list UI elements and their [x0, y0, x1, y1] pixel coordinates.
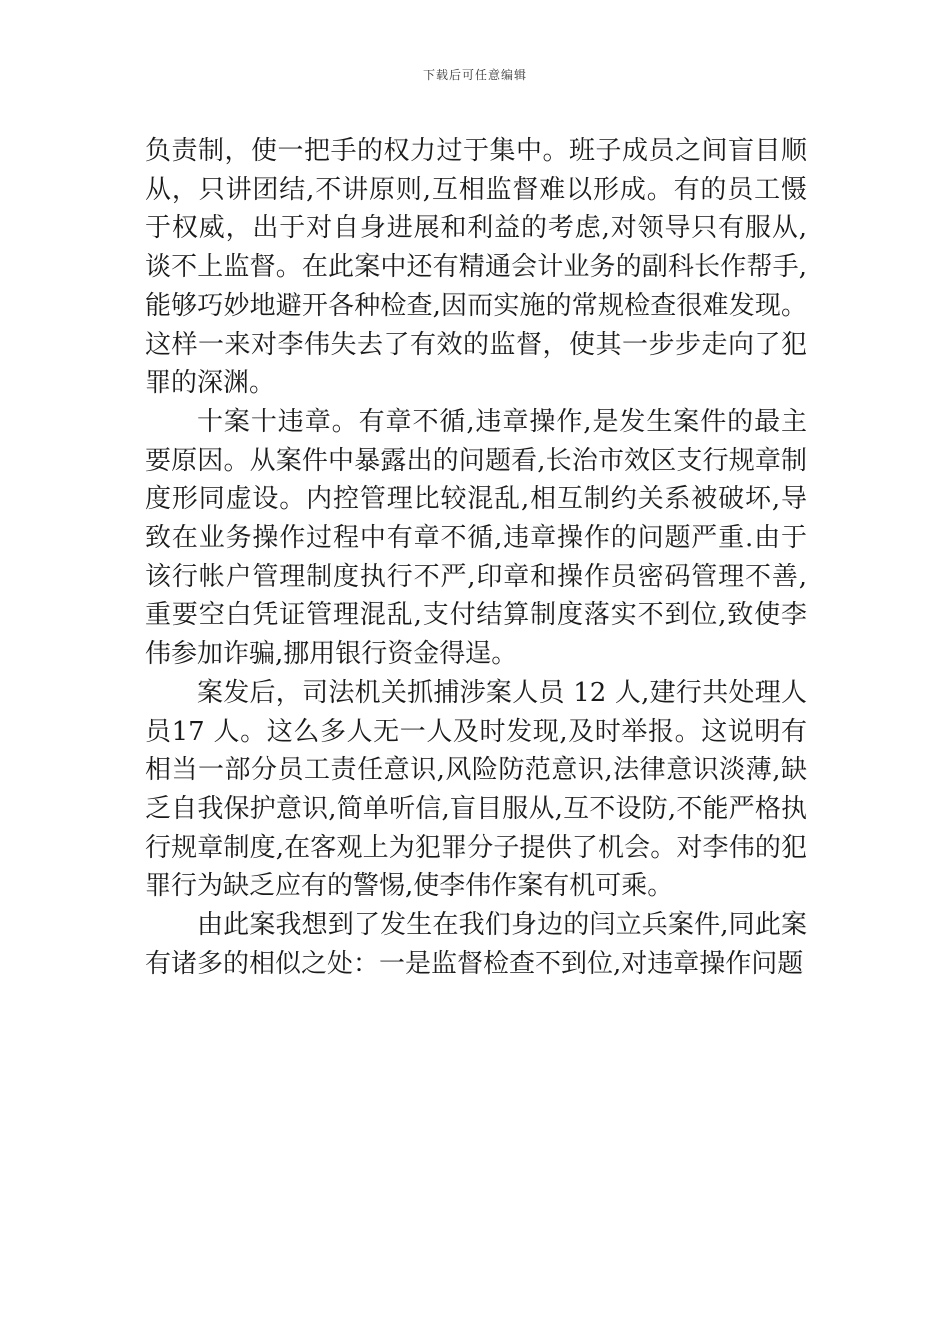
- document-body: [145, 132, 807, 983]
- paragraph-continuation: 负责制，使一把手的权力过于集中。班子成员之间盲目顺从，只讲团结,不讲原则,互相监督难以形成。有的员工慑于权威，出于对自身进展和利益的考虑,对领导只有服从,谈不上监督。在此案中还有精通会计业务的副科长作帮手,能够巧妙地避开各种检查,因而实施的常规检查很难发现。这样一来对李伟失去了有效的监督，使其一步步走向了犯罪的深渊。: [145, 136, 807, 399]
- paragraph-violation-causes: 十案十违章。有章不循,违章操作,是发生案件的最主要原因。从案件中暴露出的问题看,长治市效区支行规章制度形同虚设。内控管理比较混乱,相互制约关系被破坏,导致在业务操作过程中有章不循,违章操作的问题严重.由于该行帐户管理制度执行不严,印章和操作员密码管理不善,重要空白凭证管理混乱,支付结算制度落实不到位,致使李伟参加诈骗,挪用银行资金得逞。: [145, 406, 807, 670]
- paragraph-reflection: 由此案我想到了发生在我们身边的闫立兵案件,同此案有诸多的相似之处：一是监督检查不到位,对违章操作问题: [145, 910, 807, 979]
- paragraph-after-incident: 案发后，司法机关抓捕涉案人员 12 人,建行共处理人员17 人。这么多人无一人及时发现,及时举报。这说明有相当一部分员工责任意识,风险防范意识,法律意识淡薄,缺乏自我保护意识,简单听信,盲目服从,互不设防,不能严格执行规章制度,在客观上为犯罪分子提供了机会。对李伟的犯罪行为缺乏应有的警惕,使李伟作案有机可乘。: [145, 677, 807, 902]
- page-header-note: 下载后可任意编辑: [422, 68, 527, 82]
